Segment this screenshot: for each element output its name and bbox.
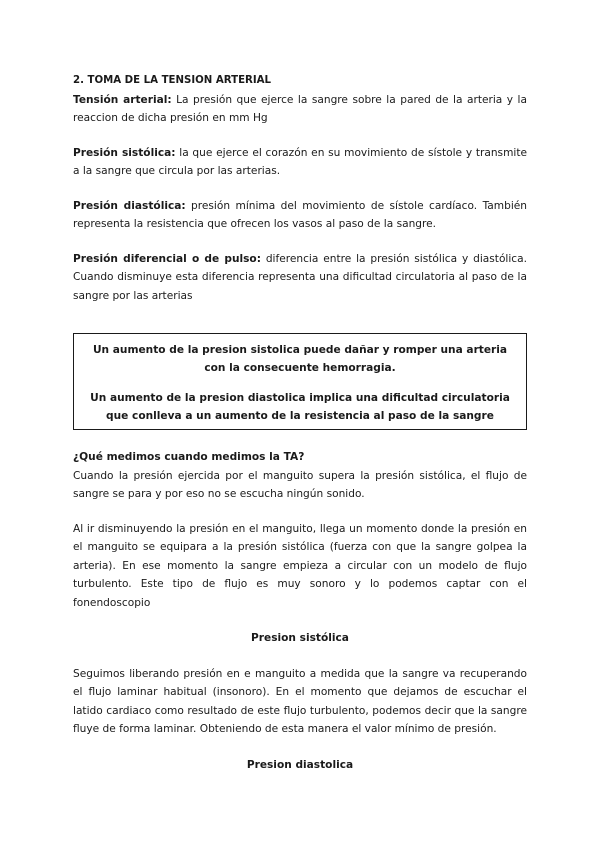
definition-term: Presión diferencial o de pulso: bbox=[73, 252, 261, 265]
definition-term: Presión sistólica: bbox=[73, 146, 176, 159]
definition-term: Tensión arterial: bbox=[73, 93, 172, 106]
definition-text: diferencia entre la presión sistólica y diastólica. Cuando disminuye esta diferencia representa una dificultad circulatoria al paso de la sangre por las arterias bbox=[73, 252, 527, 302]
section-heading: 2. TOMA DE LA TENSION ARTERIAL bbox=[73, 75, 272, 86]
definition-text: La presión que ejerce la sangre sobre la pared de la arteria y la reaccion de dicha presión en mm Hg bbox=[73, 93, 527, 124]
document-page bbox=[73, 72, 527, 774]
question-para-2: Al ir disminuyendo la presión en el manguito, llega un momento donde la presión en el manguito se equipara a la presión sistólica (fuerza con que la sangre golpea la arteria). En ese momento la sangre empieza a circular con un modelo de flujo turbulento. Este tipo de flujo es muy sonoro y lo podemos captar con el fonendoscopio bbox=[73, 522, 527, 609]
sistolica-para: Seguimos liberando presión en e manguito a medida que la sangre va recuperando el flujo laminar habitual (insonoro). En el momento que dejamos de escuchar el latido cardiaco como resultado de este flujo turbulento, podemos decir que la sangre fluye de forma laminar. Obteniendo de esta manera el valor mínimo de presión. bbox=[73, 667, 527, 735]
definition-text: la que ejerce el corazón en su movimiento de sístole y transmite a la sangre que circula por las arterias. bbox=[73, 146, 527, 177]
definition-tension-arterial bbox=[73, 91, 527, 128]
definition-text: presión mínima del movimiento de sístole cardíaco. También representa la resistencia que ofrecen los vasos al paso de la sangre. bbox=[73, 199, 528, 230]
highlight-box bbox=[73, 333, 527, 430]
question-para-1: Cuando la presión ejercida por el manguito supera la presión sistólica, el flujo de sangre se para y por eso no se escucha ningún sonido. bbox=[73, 469, 527, 500]
diastolica-title: Presion diastolica bbox=[246, 758, 354, 771]
definition-presion-diferencial bbox=[73, 250, 527, 306]
sistolica-title: Presion sistólica bbox=[251, 632, 349, 644]
definition-term: Presión diastólica: bbox=[73, 199, 186, 212]
definition-presion-diastolica bbox=[73, 197, 527, 234]
box-line-diastolica: Un aumento de la presion diastolica implica una dificultad circulatoria que conlleva a un aumento de la resistencia al paso de la sangre bbox=[90, 392, 510, 422]
definition-presion-sistolica bbox=[73, 144, 527, 181]
question-title: ¿Qué medimos cuando medimos la TA? bbox=[73, 451, 305, 463]
box-line-sistolica: Un aumento de la presion sistolica puede dañar y romper una arteria con la consecuente hemorragia. bbox=[92, 344, 508, 374]
